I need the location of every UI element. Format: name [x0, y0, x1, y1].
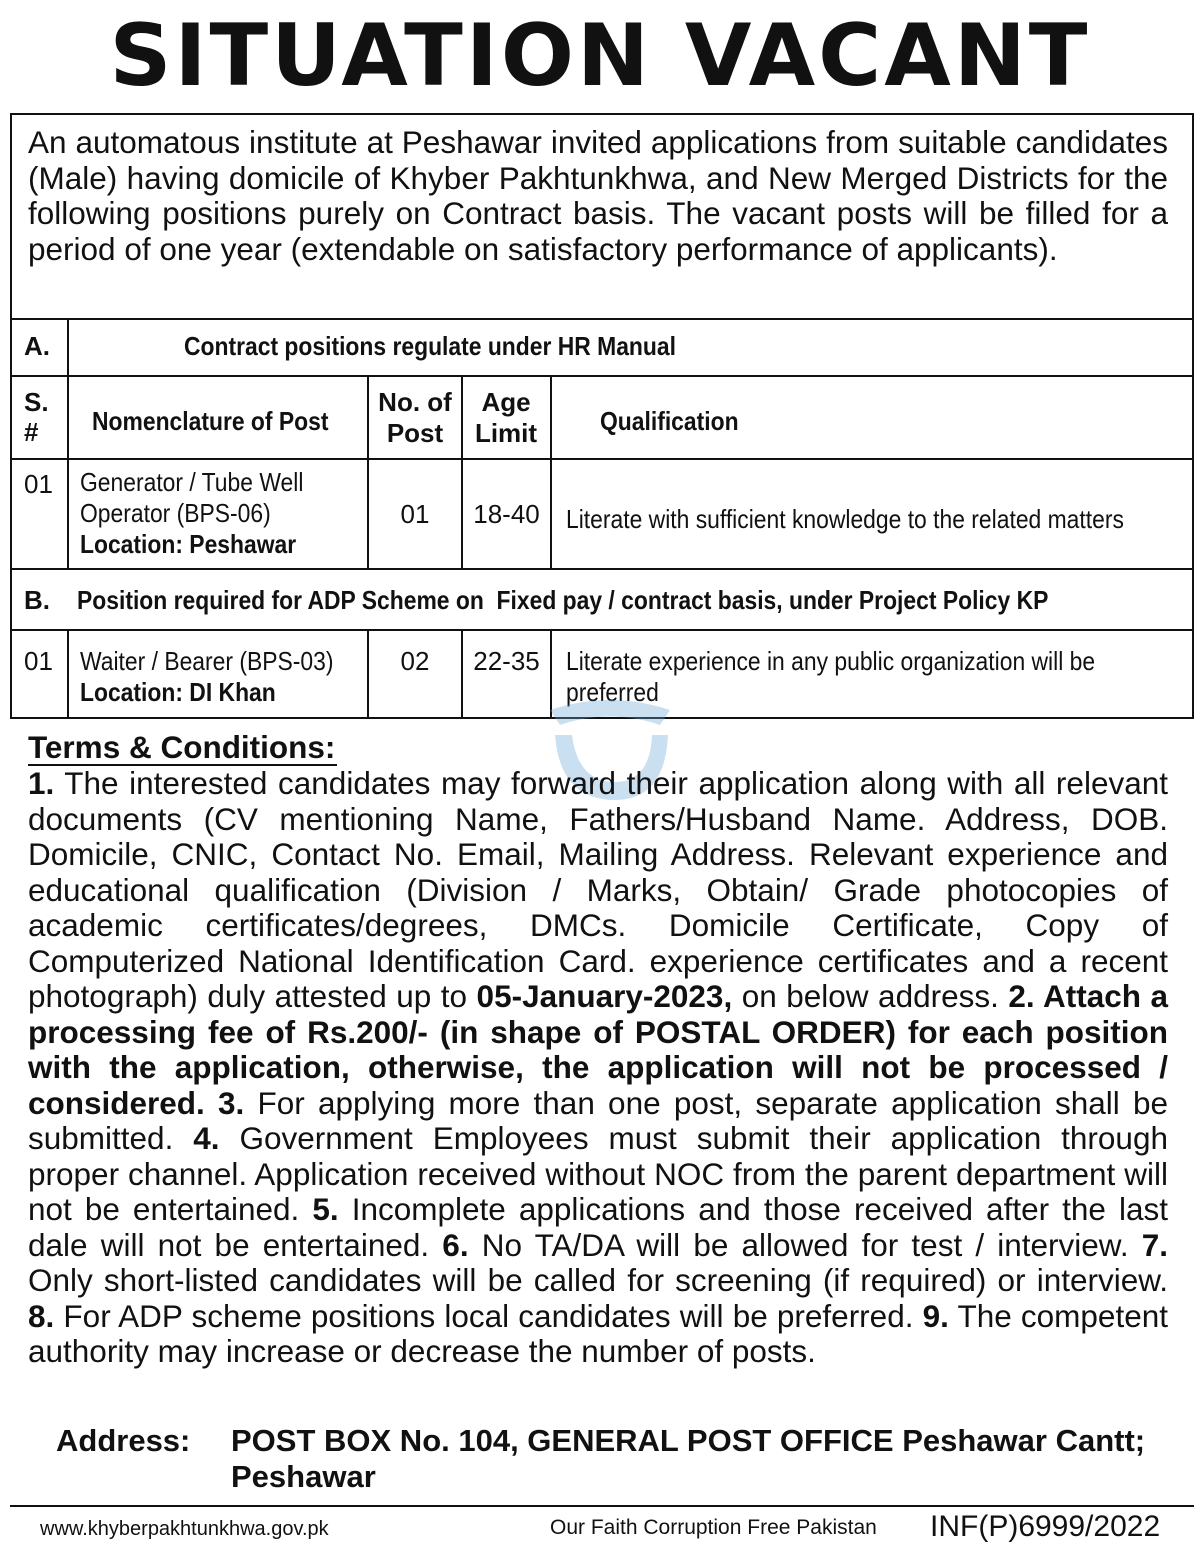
term-text: Only short-listed candidates will be called for screening (if required) or interview.: [28, 1262, 1168, 1298]
section-b-letter: B.: [24, 585, 50, 615]
table-row-posts: 01: [400, 499, 430, 529]
term-number: 4.: [193, 1120, 220, 1156]
term-text: Incomplete applications and those received after the last dale will not be entertained.: [28, 1191, 1168, 1263]
address-label: Address:: [56, 1423, 191, 1458]
term-number: 6.: [442, 1226, 469, 1263]
term-processing-fee: 2. Attach a processing fee of Rs.200/- (in shape of POSTAL ORDER) for each position with the application, otherwise, the application will not be processed / considered.: [28, 978, 1168, 1121]
table-row-serial: 01: [24, 646, 53, 676]
table-rule: [67, 629, 69, 719]
term-number: 8.: [28, 1297, 55, 1334]
term-number: 5.: [312, 1191, 339, 1227]
table-row-serial: 01: [24, 469, 53, 499]
terms-and-conditions: [28, 730, 1168, 1370]
terms-heading: Terms & Conditions:: [28, 729, 336, 765]
footer-divider: [10, 1505, 1194, 1507]
table-row-age: 22-35: [473, 646, 540, 676]
deadline-date: 05-January-2023,: [476, 978, 733, 1014]
table-row-post: [80, 467, 362, 560]
table-row-qualification: Literate with sufficient knowledge to the related matters: [566, 504, 1124, 534]
term-text: No TA/DA will be allowed for test / interview.: [468, 1226, 1142, 1263]
table-rule: [67, 318, 69, 375]
address-value: POST BOX No. 104, GENERAL POST OFFICE Peshawar Cantt; Peshawar: [231, 1423, 1146, 1494]
section-b-title: Position required for ADP Scheme on Fixed pay / contract basis, under Project Policy KP: [77, 585, 1049, 615]
section-a-title: Contract positions regulate under HR Manual: [184, 331, 676, 361]
header-age: Age Limit: [474, 387, 538, 448]
post-name: Generator / Tube Well Operator (BPS-06): [80, 467, 304, 528]
table-row-qualification: Literate experience in any public organization will be preferred: [566, 646, 1096, 707]
post-location: Location: DI Khan: [80, 677, 276, 707]
header-nomenclature: Nomenclature of Post: [92, 406, 329, 436]
table-rule: [10, 375, 1194, 377]
table-row-post: [80, 646, 362, 708]
term-text: For ADP scheme positions local candidates will be preferred.: [54, 1297, 923, 1334]
table-rule: [10, 318, 1194, 320]
table-rule: [10, 629, 1194, 631]
table-row-posts: 02: [400, 646, 430, 676]
term-number: 7.: [1141, 1226, 1169, 1263]
term-text: The interested candidates may forward their application along with all relevant documents (CV mentioning Name, Fathers/Husband Name. Address, DOB. Domicile, CNIC, Contact No. Email, Mailing Address. Relevant experience and educational qualification (Division / Marks, Obtain/ Grade photocopies of academic certificates/degrees, DMCs. Domicile Certificate, Copy of Computerized National Identification Card. experience certificates and a recent photograph) duly attested up to: [28, 765, 1168, 1014]
header-qualification: Qualification: [600, 406, 739, 436]
term-number: 1.: [28, 765, 55, 801]
footer-website: www.khyberpakhtunkhwa.gov.pk: [40, 1518, 329, 1540]
page-title: SITUATION VACANT: [109, 6, 1091, 106]
table-rule: [67, 375, 69, 568]
table-row-age: 18-40: [473, 499, 540, 529]
footer-code: INF(P)6999/2022: [930, 1510, 1161, 1543]
post-location: Location: Peshawar: [80, 529, 297, 559]
header-serial: S. #: [24, 387, 49, 447]
table-rule: [10, 568, 1194, 570]
table-rule: [367, 375, 369, 568]
table-rule: [10, 458, 1194, 460]
section-a-letter: A.: [24, 331, 50, 361]
term-text: For applying more than one post, separate application shall be submitted.: [28, 1084, 1169, 1156]
term-text: Government Employees must submit their application through proper channel. Application received without NOC from the parent department will not be entertained.: [28, 1120, 1168, 1227]
intro-paragraph: An automatous institute at Peshawar invited applications from suitable candidates (Male) having domicile of Khyber Pakhtunkhwa, and New Merged Districts for the following positions purely on Contract basis. The vacant posts will be filled for a period of one year (extendable on satisfactory performance of applicants).: [28, 124, 1168, 267]
table-rule: [550, 375, 552, 568]
term-text: The competent authority may increase or decrease the number of posts.: [28, 1297, 1168, 1369]
footer-slogan: Our Faith Corruption Free Pakistan: [550, 1516, 877, 1539]
term-number: 3.: [204, 1084, 245, 1121]
table-rule: [461, 375, 463, 568]
header-posts: No. of Post: [378, 387, 452, 448]
term-text: on below address.: [732, 978, 1009, 1014]
term-number: 9.: [922, 1297, 949, 1334]
post-name: Waiter / Bearer (BPS-03): [80, 646, 334, 676]
